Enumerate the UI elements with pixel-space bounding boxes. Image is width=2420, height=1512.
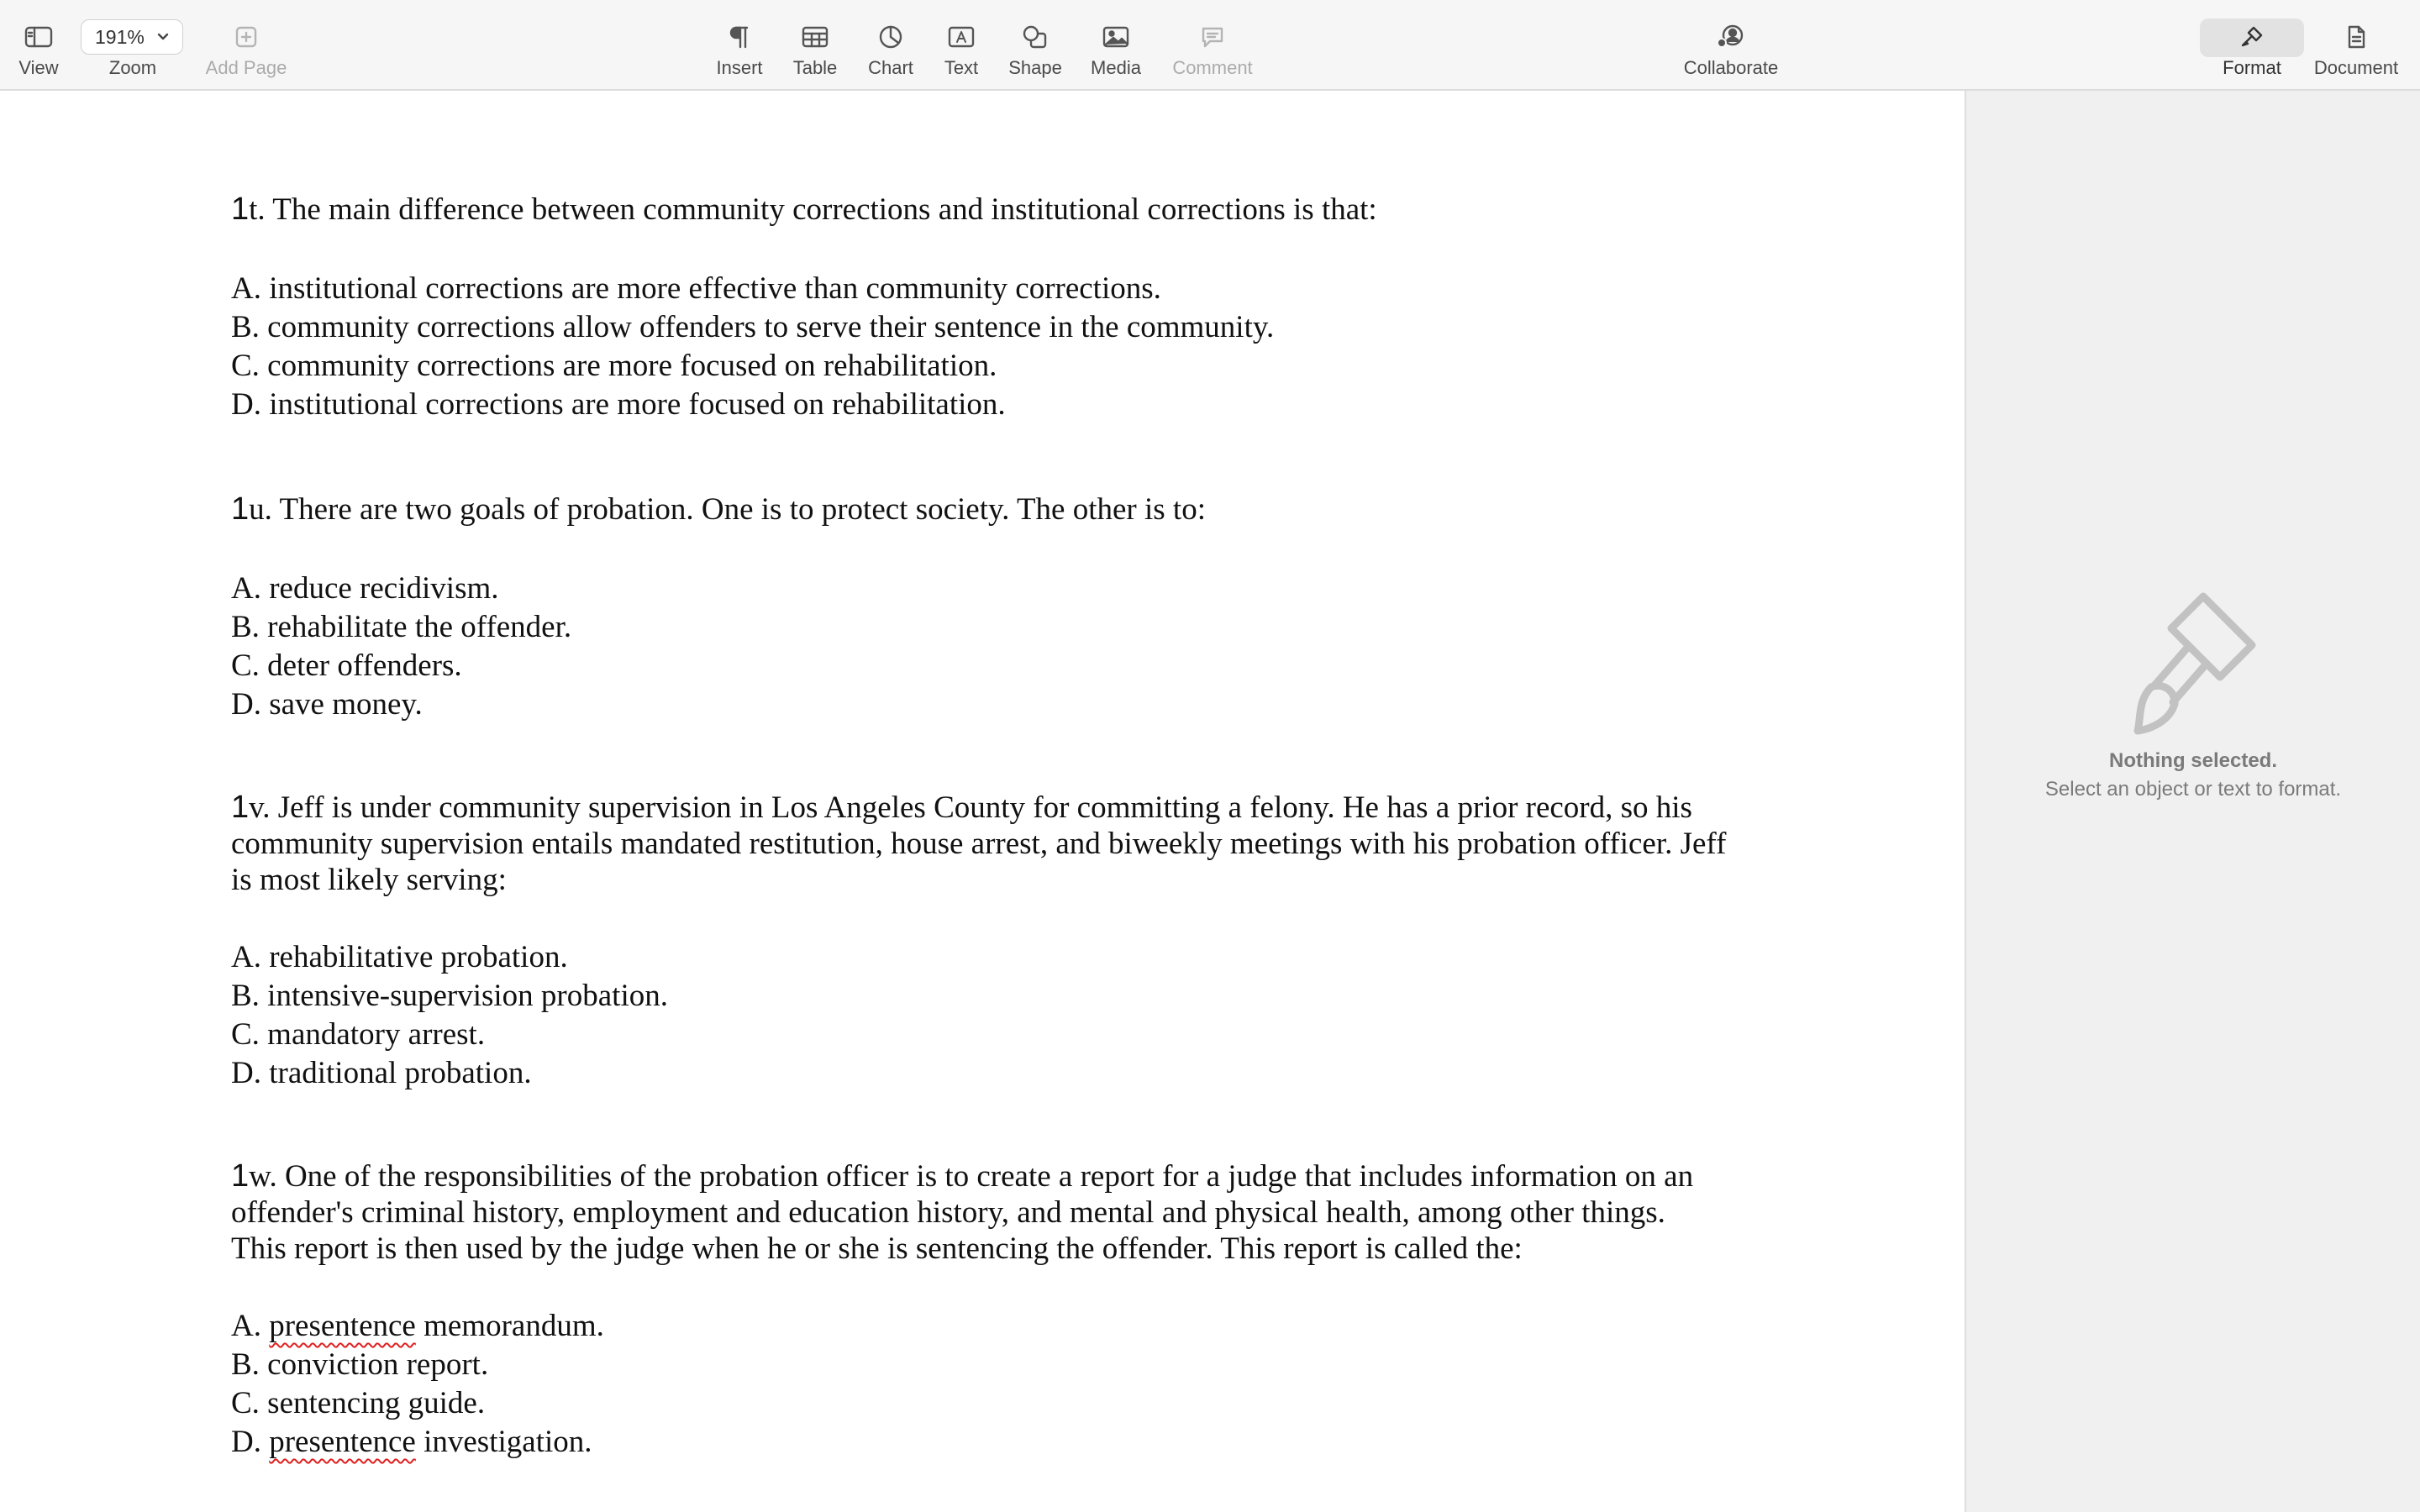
media-button[interactable] [1084, 0, 1148, 91]
question-block [231, 1158, 1727, 1462]
option-prefix: D. [231, 1425, 270, 1459]
table-label: Table [792, 57, 838, 78]
question-block [231, 190, 1727, 424]
document-body[interactable] [231, 190, 1727, 1512]
comment-button[interactable] [1166, 0, 1259, 91]
add-page-label: Add Page [205, 57, 287, 78]
question-block [231, 490, 1727, 724]
answer-option: C. sentencing guide. [231, 1386, 486, 1420]
shape-button[interactable] [1002, 0, 1069, 91]
insert-button[interactable] [708, 0, 771, 91]
media-label: Media [1091, 57, 1141, 78]
zoom-value: 191% [95, 25, 145, 48]
collaborate-icon [1714, 22, 1748, 52]
answer-option: D. save money. [231, 687, 423, 722]
answer-option: B. community corrections allow offenders to serve their sentence in the community. [231, 310, 1275, 344]
format-button[interactable] [2210, 0, 2294, 91]
option-prefix: A. [231, 1309, 270, 1343]
question-text: u. There are two goals of probation. One is to protect society. The other is to: [249, 492, 1206, 527]
question-stem [231, 190, 1727, 229]
question-stem [231, 790, 1727, 898]
question-block [231, 790, 1727, 1093]
answer-option: C. deter offenders. [231, 648, 462, 683]
add-page-button[interactable] [198, 0, 294, 91]
answer-options [231, 270, 1727, 424]
question-text: t. The main difference between community corrections and institutional corrections is that: [249, 192, 1377, 227]
question-number: 1 [231, 1158, 250, 1194]
format-inspector [1965, 91, 2420, 1512]
answer-option: A. institutional corrections are more effective than community corrections. [231, 271, 1161, 306]
document-canvas[interactable] [0, 91, 1965, 1512]
text-box-icon [944, 22, 978, 52]
answer-option: A. rehabilitative probation. [231, 940, 568, 974]
chart-pie-icon [874, 22, 908, 52]
question-number: 1 [231, 192, 250, 227]
view-button[interactable] [10, 0, 67, 91]
document-icon [2339, 22, 2373, 52]
comment-icon [1196, 22, 1229, 52]
comment-label: Comment [1172, 57, 1253, 78]
answer-option: A. reduce recidivism. [231, 571, 499, 606]
view-label: View [18, 57, 59, 78]
document-label: Document [2313, 57, 2399, 78]
chart-button[interactable] [860, 0, 921, 91]
table-button[interactable] [785, 0, 845, 91]
option-text: investigation. [415, 1425, 592, 1459]
paintbrush-icon [2126, 586, 2260, 738]
misspelled-word[interactable]: presentence [269, 1425, 416, 1459]
format-label: Format [2223, 57, 2281, 78]
question-text: v. Jeff is under community supervision in Los Angeles County for committing a felony. He has a prior record, so his community supervision entails mandated restitution, house arrest, and biweekly meetings with his probation officer. Jeff is most likely serving: [231, 790, 1727, 897]
misspelled-word[interactable]: presentence [269, 1309, 416, 1343]
sidebar-icon [22, 22, 55, 52]
answer-option [231, 1307, 1727, 1346]
question-stem [231, 1158, 1727, 1267]
text-button[interactable] [933, 0, 990, 91]
collaborate-button[interactable] [1676, 0, 1786, 91]
answer-option: B. intensive-supervision probation. [231, 979, 668, 1013]
text-label: Text [944, 57, 979, 78]
table-icon [798, 22, 832, 52]
answer-option: C. mandatory arrest. [231, 1017, 486, 1052]
pilcrow-icon [723, 22, 756, 52]
zoom-label: Zoom [108, 57, 157, 78]
answer-option: D. traditional probation. [231, 1056, 532, 1090]
question-number: 1 [231, 491, 250, 527]
answer-options [231, 1307, 1727, 1462]
shape-label: Shape [1008, 57, 1062, 78]
answer-option [231, 1423, 1727, 1462]
chart-label: Chart [868, 57, 913, 78]
answer-option: D. institutional corrections are more focused on rehabilitation. [231, 387, 1006, 422]
answer-option: B. conviction report. [231, 1347, 489, 1382]
toolbar [0, 0, 2420, 91]
paintbrush-icon [2235, 22, 2269, 52]
nothing-selected-title: Nothing selected. [2108, 749, 2278, 772]
document-button[interactable] [2309, 0, 2403, 91]
zoom-control [99, 0, 166, 91]
answer-options [231, 570, 1727, 724]
answer-options [231, 938, 1727, 1093]
add-page-icon [229, 22, 263, 52]
answer-option: C. community corrections are more focused on rehabilitation. [231, 349, 997, 383]
option-text: memorandum. [415, 1309, 604, 1343]
collaborate-label: Collaborate [1683, 57, 1779, 78]
answer-option: B. rehabilitate the offender. [231, 610, 572, 644]
shape-icon [1018, 22, 1052, 52]
question-number: 1 [231, 790, 250, 825]
nothing-selected-hint: Select an object or text to format. [2044, 778, 2342, 801]
question-text: w. One of the responsibilities of the probation officer is to create a report for a judge that includes information on an offender's criminal history, employment and education history, and mental and physical health, among other things. This report is then used by the judge when he or she is sentencing the offender. This report is called the: [231, 1159, 1694, 1266]
insert-label: Insert [716, 57, 763, 78]
media-photo-icon [1099, 22, 1133, 52]
question-stem [231, 490, 1727, 529]
